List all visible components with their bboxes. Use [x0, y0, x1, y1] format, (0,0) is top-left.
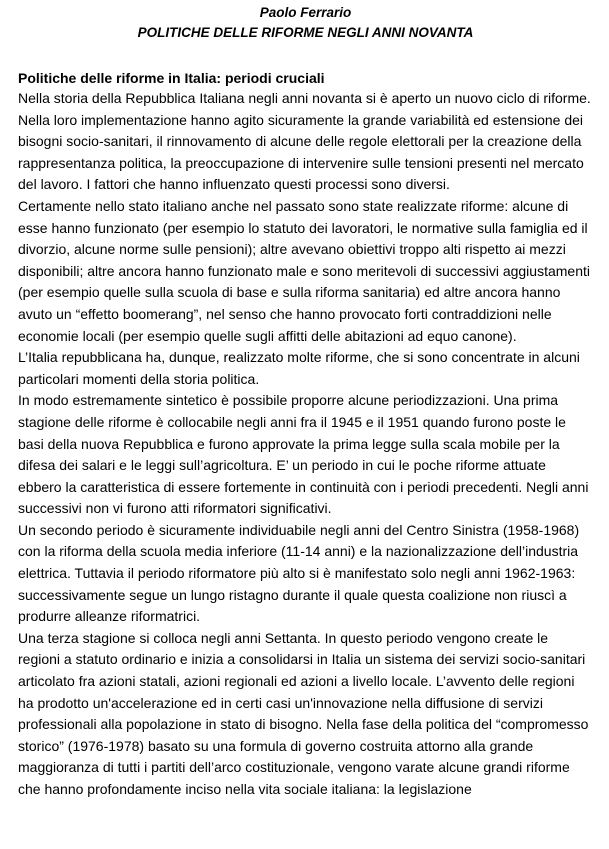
- paragraph-second-period: Un secondo periodo è sicuramente individuabile negli anni del Centro Sinistra (1958-1968) con la riforma della scuola media inferiore (11-14 anni) e la nazionalizzazione dell’industria elettrica. Tuttavia il periodo riformatore più alto si è manifestato solo negli anni 1962-1963: successivamente segue un lungo ristagno durante il quale questa coalizione non riuscì a produrre alleanze riformatrici.: [18, 521, 580, 625]
- paragraph-first-period: In modo estremamente sintetico è possibile proporre alcune periodizzazioni. Una prima stagione delle riforme è collocabile negli anni fra il 1945 e il 1951 quando furono poste le basi della nuova Repubblica e furono approvate la prima legge sulla scala mobile per la difesa dei salari e le leggi sull’agricoltura. E’ un periodo in cui le poche riforme attuate ebbero la caratteristica di essere fortemente in continuità con i periodi precedenti. Negli anni successivi non vi furono atti riformatori significativi.: [18, 392, 589, 517]
- author-name: Paolo Ferrario: [259, 5, 352, 20]
- section-heading: Politiche delle riforme in Italia: periodi cruciali: [18, 70, 325, 86]
- document-page: [18, 0, 593, 801]
- paragraph-past-reforms: Certamente nello stato italiano anche nel passato sono state realizzate riforme: alcune di esse hanno funzionato (per esempio lo statuto dei lavoratori, le normative sulla famiglia ed il divorzio, alcune norme sulle pensioni); altre avevano obiettivi troppo alti rispetto ai mezzi disponibili; altre ancora hanno funzionato male e sono meritevoli di successivi aggiustamenti (per esempio quelle sulla scuola di base e sulla riforma sanitaria) ed altre ancora hanno avuto un “effetto boomerang”, nel senso che hanno provocato forti contraddizioni nelle economie locali (per esempio quelle sugli affitti delle abitazioni ad equo canone).: [18, 197, 590, 344]
- paragraph-new-reform-cycle: Nella storia della Repubblica Italiana negli anni novanta si è aperto un nuovo ciclo di riforme. Nella loro implementazione hanno agito sicuramente la grande variabilità ed estensione dei bisogni socio-sanitari, il rinnovamento di alcune delle regole elettorali per la creazione della rappresentanza politica, la preoccupazione di intervenire sulle tensioni presenti nel mercato del lavoro. I fattori che hanno influenzato questi processi sono diversi.: [18, 90, 591, 193]
- paragraph-republican-italy: L’Italia repubblicana ha, dunque, realizzato molte riforme, che si sono concentrate in alcuni particolari momenti della storia politica.: [18, 349, 580, 387]
- paragraph-third-period: Una terza stagione si colloca negli anni Settanta. In questo periodo vengono create le regioni a statuto ordinario e inizia a consolidarsi in Italia un sistema dei servizi socio-sanitari articolato fra azioni statali, azioni regionali ed azioni a livello locale. L’avvento delle regioni ha prodotto un'accelerazione ed in certi casi un'innovazione nella diffusione di servizi professionali alla popolazione in stato di bisogno. Nella fase della politica del “compromesso storico” (1976-1978) basato su una formula di governo costruita attorno alla grande maggioranza di tutti i partiti dell’arco costituzionale, vengono varate alcune grandi riforme che hanno profondamente inciso nella vita sociale italiana: la legislazione: [18, 629, 589, 797]
- document-title: POLITICHE DELLE RIFORME NEGLI ANNI NOVANTA: [137, 25, 474, 40]
